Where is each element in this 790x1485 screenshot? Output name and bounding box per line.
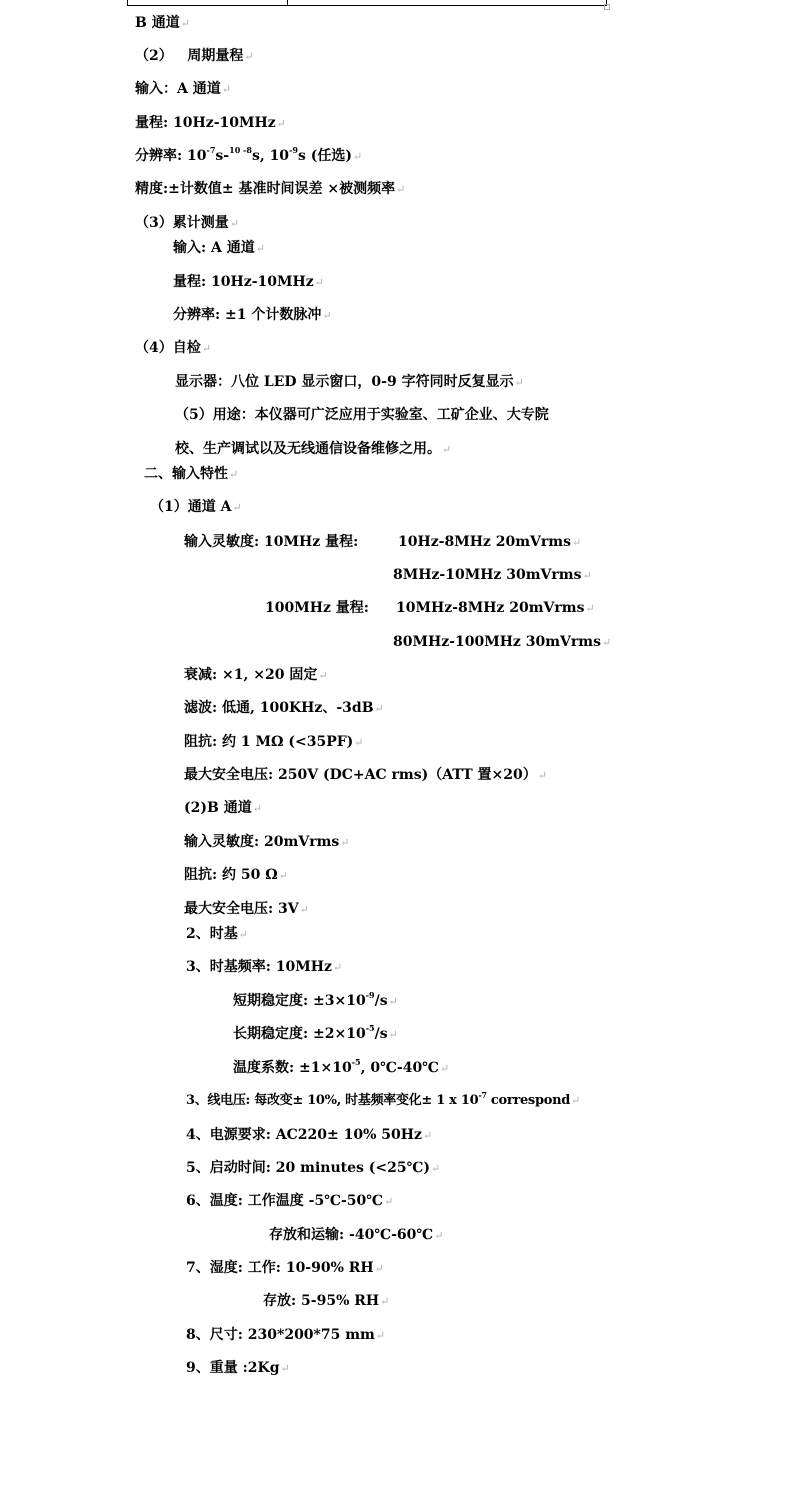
text-line: 显示器：八位 LED 显示窗口，0-9 字符同时反复显示↵	[175, 374, 524, 390]
text-line: 80MHz-100MHz 30mVrms↵	[393, 634, 612, 650]
text-line: 存放和运输: -40℃-60℃↵	[269, 1227, 444, 1243]
text-line: 输入: A 通道↵	[173, 240, 265, 256]
text-line: （2） 周期量程↵	[135, 48, 254, 64]
text-line: 4、电源要求: AC220± 10% 50Hz↵	[186, 1127, 433, 1143]
text-line: 8MHz-10MHz 30mVrms↵	[393, 567, 592, 583]
text-line: 2、时基↵	[186, 926, 248, 942]
text-line: 6、温度: 工作温度 -5℃-50℃↵	[186, 1193, 394, 1209]
text-line: 衰减: ×1, ×20 固定↵	[184, 667, 328, 683]
text-line: 量程: 10Hz-10MHz↵	[135, 115, 286, 131]
text-line: 输入灵敏度: 10MHz 量程:	[184, 534, 359, 550]
text-line: 精度:±计数值± 基准时间误差 ×被测频率↵	[135, 181, 406, 197]
text-line: 10MHz-8MHz 20mVrms↵	[396, 600, 595, 616]
text-line: 5、启动时间: 20 minutes (<25℃)↵	[186, 1160, 441, 1176]
text-line: 7、湿度: 工作: 10-90% RH↵	[186, 1260, 384, 1276]
text-line: 二、输入特性↵	[144, 466, 239, 482]
text-line: 温度系数: $\pm 1\times 10^{-5}$, 0℃-40℃↵	[233, 1057, 450, 1076]
text-line: 3、时基频率: 10MHz↵	[186, 959, 343, 975]
text-line: 100MHz 量程:	[265, 600, 369, 616]
text-line: 10Hz-8MHz 20mVrms↵	[398, 534, 582, 550]
text-line: 量程: 10Hz-10MHz↵	[173, 274, 324, 290]
text-line: （4）自检↵	[135, 340, 211, 356]
text-line: 最大安全电压: 3V↵	[184, 901, 309, 917]
text-line: 输入：A 通道↵	[135, 81, 231, 97]
text-line: （5）用途：本仪器可广泛应用于实验室、工矿企业、大专院	[175, 407, 549, 423]
text-line: 8、尺寸: 230*200*75 mm↵	[186, 1327, 386, 1343]
table-resize-handle[interactable]	[604, 4, 610, 10]
table-bottom-edge	[127, 0, 607, 6]
text-line: 输入灵敏度: 20mVrms↵	[184, 834, 350, 850]
text-line: 分辨率: ±1 个计数脉冲↵	[173, 307, 332, 323]
text-line: 短期稳定度: $\pm 3\times 10^{-9}/s↵$	[233, 990, 398, 1009]
text-line: (2)B 通道↵	[184, 800, 262, 816]
text-line: 阻抗: 约 1 MΩ (<35PF)↵	[184, 734, 364, 750]
text-line: 存放: 5-95% RH↵	[263, 1293, 390, 1309]
text-line: （1）通道 A↵	[150, 499, 242, 515]
text-line: 最大安全电压: 250V (DC+AC rms)（ATT 置×20）↵	[184, 767, 547, 783]
text-line: 分辨率: $10^{-7}s-^{10 -8}s$, $10^{-9}s$ (任选)↵	[135, 145, 363, 164]
text-line: （3）累计测量↵	[135, 215, 239, 231]
text-line: 3、线电压: 每改变± 10%, 时基频率变化± 1 x $10^{-7}$ correspond↵	[186, 1089, 580, 1108]
text-line: 阻抗: 约 50 Ω↵	[184, 867, 288, 883]
text-line: 9、重量 :2Kg↵	[186, 1360, 290, 1376]
text-line: 长期稳定度: $\pm 2\times 10^{-5}/s↵$	[233, 1023, 398, 1042]
table-column-divider	[287, 0, 288, 5]
text-line: 校、生产调试以及无线通信设备维修之用。↵	[175, 441, 452, 457]
text-line: 滤波: 低通, 100KHz、-3dB↵	[184, 700, 384, 716]
text-line: B 通道↵	[135, 15, 190, 31]
